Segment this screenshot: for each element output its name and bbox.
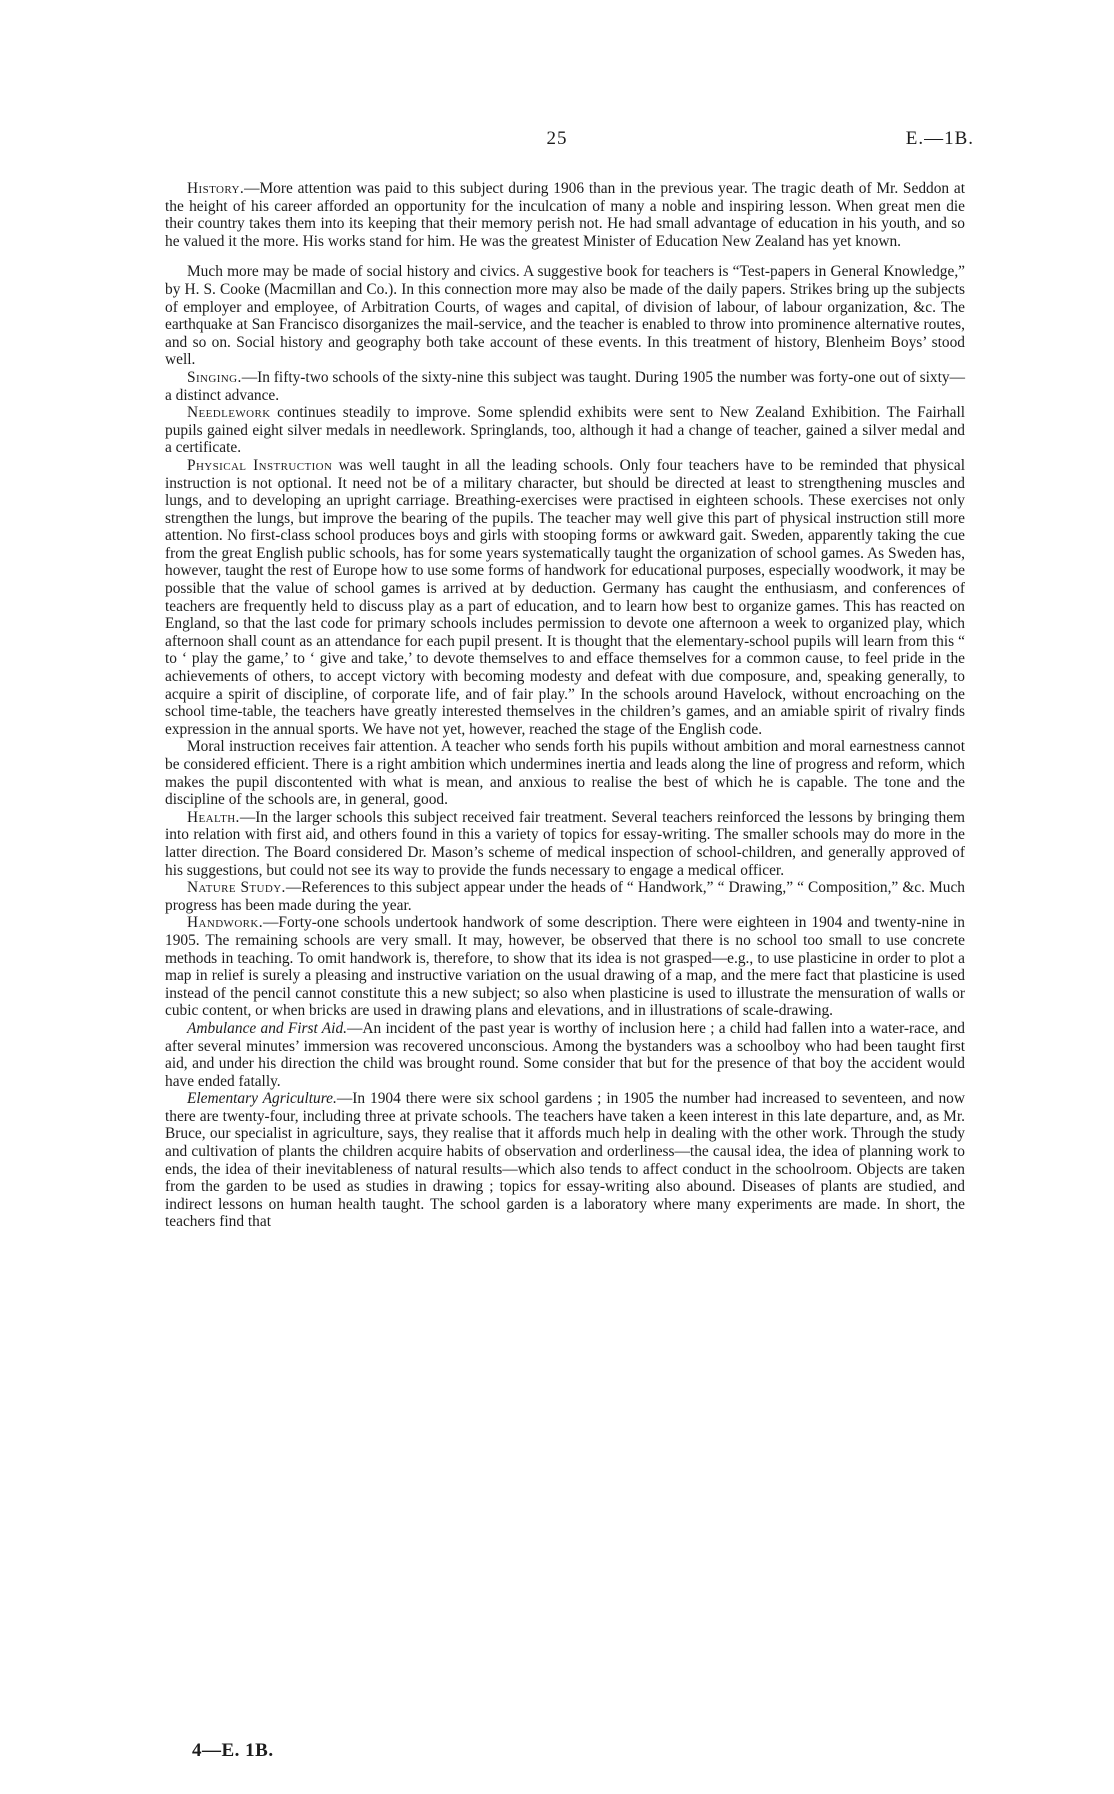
paragraph-text: —Forty-one schools undertook handwork of some description. There were eighteen in 1904 and twenty-nine in 1905. The remaining schools are very small. It may, however, be observed that there is no school too small to use concrete methods in teaching. To omit handwork is, therefore, to show that its idea is not grasped—e.g., to use plasticine in order to plot a map in relief is surely a pleasing and instructive variation on the usual drawing of a map, and the mere fact that plasticine is used instead of the pencil cannot constitute this a new subject; so also when plasticine is used to illustrate the mensuration of walls or cubic content, or when bricks are used in drawing plans and elevations, and in illustrations of scale-drawing. — [165, 914, 965, 1020]
paragraph-moral-instruction — [165, 738, 965, 808]
paragraph-text: —An incident of the past year is worthy of inclusion here ; a child had fallen into a water-race, and after several minutes’ immersion was recovered unconscious. Among the bystanders was a schoolboy who had been taught first aid, and under his direction the child was brought round. Some consider that but for the presence of that boy the accident would have ended fatally. — [165, 1019, 965, 1090]
section-heading: Singing. — [187, 368, 242, 386]
paragraph-text: —In fifty-two schools of the sixty-nine this subject was taught. During 1905 the number was forty-one out of sixty—a distinct advance. — [165, 368, 965, 404]
section-heading: Nature Study. — [187, 879, 286, 897]
paragraph-text: Moral instruction receives fair attention. A teacher who sends forth his pupils without ambition and moral earnestness cannot be considered efficient. There is a right ambition which undermines inertia and leads along the line of progress and reform, which makes the pupil discontented with what is mean, and anxious to realise the best of which he is capable. The tone and the discipline of the schools are, in general, good. — [165, 738, 965, 809]
paragraph-text: Much more may be made of social history and civics. A suggestive book for teachers is “Test-papers in General Knowledge,” by H. S. Cooke (Macmillan and Co.). In this connection more may also be made of the daily papers. Strikes bring up the subjects of employer and employee, of Arbitration Courts, of wages and capital, of division of labour, of labour organization, &c. The earthquake at San Francisco disorganizes the mail-service, and the teacher is enabled to throw into prominence alternative routes, and so on. Social history and geography both take account of these events. In this treatment of history, Blenheim Boys’ stood well. — [165, 263, 965, 369]
section-heading: History. — [187, 180, 245, 197]
paragraph-singing — [165, 369, 965, 404]
paragraph-needlework — [165, 404, 965, 457]
paragraph-text: —More attention was paid to this subject during 1906 than in the previous year. The tragic death of Mr. Seddon at the height of his career afforded an opportunity for the inculcation of many a noble and inspiring lesson. When great men die their country takes them into its keeping that their memory perish not. He had small advantage of education in his youth, and so he valued it the more. His works stand for him. He was the greatest Minister of Education New Zealand has yet known. — [165, 180, 965, 250]
document-reference: E.—1B. — [905, 128, 974, 149]
paragraph-health — [165, 809, 965, 879]
section-heading: Elementary Agriculture. — [187, 1090, 337, 1108]
paragraph-text: —In the larger schools this subject received fair treatment. Several teachers reinforced the lessons by bringing them into relation with first aid, and others found in this a variety of topics for essay-writing. The smaller schools may do more in the latter direction. The Board considered Dr. Mason’s scheme of medical inspection of school-children, and generally approved of his suggestions, but could not see its way to provide the funds necessary to engage a medical officer. — [165, 808, 965, 879]
paragraph-handwork — [165, 914, 965, 1020]
paragraph-text: —In 1904 there were six school gardens ; in 1905 the number had increased to seventeen, and now there are twenty-four, including three at private schools. The teachers have taken a keen interest in this late departure, and, as Mr. Bruce, our specialist in agriculture, says, they realise that it affords much help in dealing with the other work. Through the study and cultivation of plants the children acquire habits of observation and orderliness—the causal idea, the idea of planning work to ends, the idea of their inevitableness of natural results—which also tends to affect conduct in the schoolroom. Objects are taken from the garden to be used as studies in drawing ; topics for essay-writing also abound. Diseases of plants are studied, and indirect lessons on human health taught. The school garden is a laboratory where many experiments are made. In short, the teachers find that — [165, 1090, 965, 1231]
page-number: 25 — [546, 128, 568, 149]
footer-signature: 4—E. 1B. — [192, 1740, 274, 1761]
section-heading: Handwork. — [187, 914, 264, 932]
paragraph-text: —References to this subject appear under the heads of “ Handwork,” “ Drawing,” “ Composition,” &c. Much progress has been made during the year. — [165, 879, 965, 914]
paragraph-agriculture — [165, 1090, 965, 1231]
section-heading: Ambulance and First Aid. — [187, 1019, 348, 1037]
paragraph-history — [165, 180, 965, 250]
paragraph-text: was well taught in all the leading schools. Only four teachers have to be reminded that physical instruction is not optional. It need not be of a military character, but should be directed at least to strengthening muscles and lungs, and to developing an upright carriage. Breathing-exercises were practised in eighteen schools. These exercises not only strengthen the lungs, but improve the bearing of the pupils. The teacher may well give this part of physical instruction still more attention. No first-class school produces boys and girls with stooping forms or awkward gait. Sweden, apparently taking the cue from the great English public schools, has for some years systematically taught the organization of school games. As Sweden has, however, taught the rest of Europe how to use some forms of handwork for educational purposes, especially woodwork, it may be possible that the value of school games is arrived at by deduction. Germany has caught the enthusiasm, and conferences of teachers are frequently held to discuss play as a part of education, and to learn how best to organize games. This has reacted on England, so that the last code for primary schools includes permission to devote one afternoon a week to organized play, which afternoon shall count as an attendance for each pupil present. It is thought that the elementary-school pupils will learn from this “ to ‘ play the game,’ to ‘ give and take,’ to devote themselves to and efface themselves for a common cause, to feel pride in the achievements of others, to accept victory with becoming modesty and defeat with due composure, and, speaking generally, to acquire a spirit of discipline, of corporate life, and of fair play.” In the schools around Havelock, without encroaching on the school time-table, the teachers have greatly interested themselves in the children’s games, and an amiable spirit of rivalry finds expression in the annual sports. We have not yet, however, reached the stage of the English code. — [165, 456, 965, 738]
section-heading: Physical Instruction — [187, 456, 333, 474]
paragraph-ambulance — [165, 1020, 965, 1090]
paragraph-social-history — [165, 263, 965, 369]
paragraph-physical-instruction — [165, 457, 965, 739]
paragraph-nature-study — [165, 879, 965, 914]
section-heading: Health. — [187, 808, 240, 826]
body-text — [165, 180, 965, 1231]
paragraph-text: continues steadily to improve. Some splendid exhibits were sent to New Zealand Exhibition. The Fairhall pupils gained eight silver medals in needlework. Springlands, too, although it had a change of teacher, gained a silver medal and a certificate. — [165, 404, 965, 457]
section-heading: Needlework — [187, 404, 271, 422]
